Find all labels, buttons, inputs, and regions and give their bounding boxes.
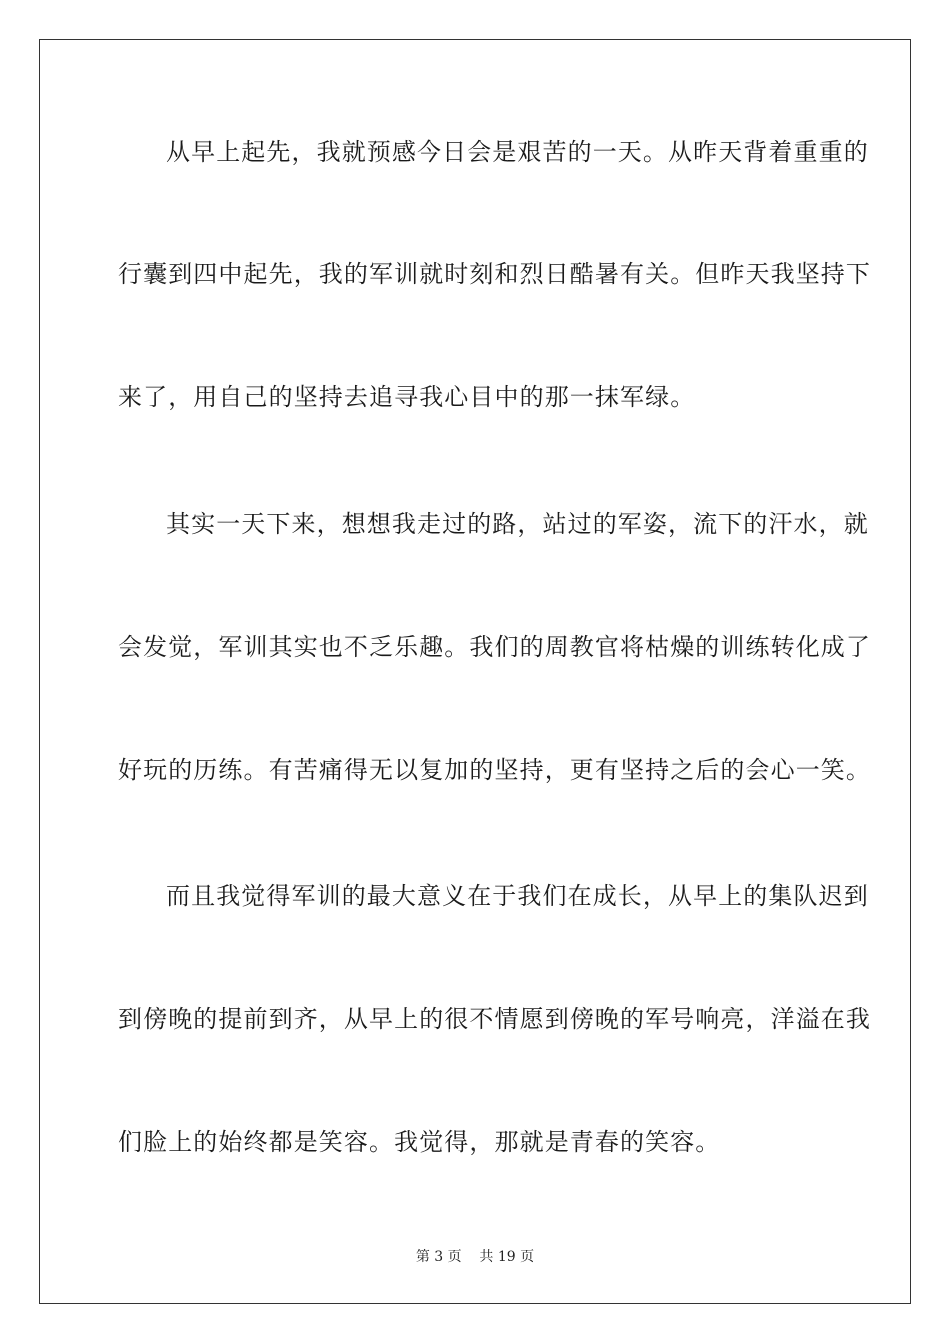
paragraph-2-line-1: 其实一天下来，想想我走过的路，站过的军姿，流下的汗水，就 xyxy=(166,510,869,538)
paragraph-2-line-2: 会发觉，军训其实也不乏乐趣。我们的周教官将枯燥的训练转化成了 xyxy=(118,633,871,661)
paragraph-1-line-2: 行囊到四中起先，我的军训就时刻和烈日酷暑有关。但昨天我坚持下 xyxy=(118,260,871,288)
page-frame xyxy=(39,39,911,1304)
paragraph-1-line-3: 来了，用自己的坚持去追寻我心目中的那一抹军绿。 xyxy=(118,383,696,411)
paragraph-3-line-3: 们脸上的始终都是笑容。我觉得，那就是青春的笑容。 xyxy=(118,1128,721,1156)
page-footer: 第 3 页 共 19 页 xyxy=(415,1249,535,1265)
paragraph-3-line-1: 而且我觉得军训的最大意义在于我们在成长，从早上的集队迟到 xyxy=(166,882,869,910)
paragraph-2-line-3: 好玩的历练。有苦痛得无以复加的坚持，更有坚持之后的会心一笑。 xyxy=(118,756,871,784)
paragraph-3-line-2: 到傍晚的提前到齐，从早上的很不情愿到傍晚的军号响亮，洋溢在我 xyxy=(118,1005,871,1033)
paragraph-1-line-1: 从早上起先，我就预感今日会是艰苦的一天。从昨天背着重重的 xyxy=(166,138,869,166)
